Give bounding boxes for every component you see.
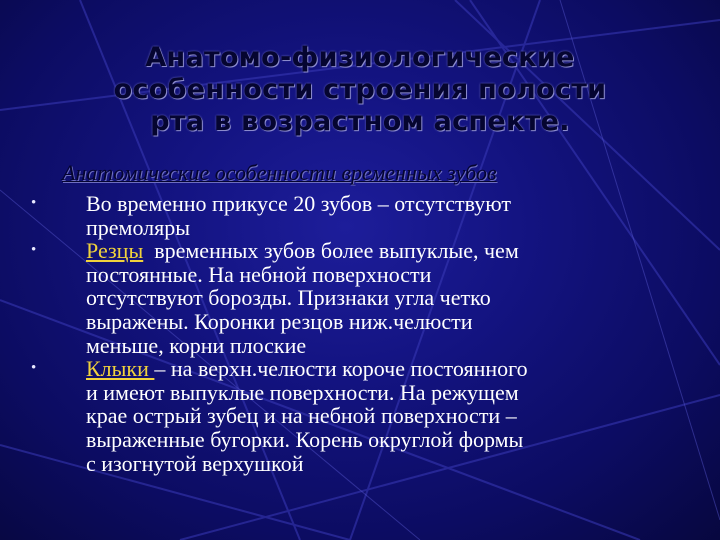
bullet-line: премоляры xyxy=(86,214,191,240)
bullet-text: – на верхн.челюсти короче постоянного xyxy=(154,356,528,382)
title-line: рта в возрастном аспекте. xyxy=(150,106,570,137)
bullet-line: отсутствуют борозды. Признаки угла четко xyxy=(86,285,491,311)
bullet-line: постоянные. На небной поверхности xyxy=(86,261,432,287)
bullet-line xyxy=(86,357,678,381)
bullet-icon: • xyxy=(31,195,37,211)
slide-title xyxy=(40,42,680,138)
bullet-line: и имеют выпуклые поверхности. На режущем xyxy=(86,379,519,405)
bullet-icon: • xyxy=(31,360,37,377)
title-line: особенности строения полости xyxy=(113,74,607,105)
bullet-line: Во временно прикусе 20 зубов – отсутствуют xyxy=(86,191,512,216)
bullet-item xyxy=(28,357,678,475)
bullet-line: крае острый зубец и на небной поверхности – xyxy=(86,403,517,429)
bullet-icon: • xyxy=(31,242,37,259)
bullet-line: выражены. Коронки резцов ниж.челюсти xyxy=(86,308,473,334)
keyword-link[interactable]: Клыки xyxy=(86,356,155,382)
bullet-text: временных зубов более выпуклые, чем xyxy=(143,238,519,264)
section-subtitle: Анатомические особенности временных зубов xyxy=(62,160,497,185)
bullet-list xyxy=(28,192,678,475)
title-line: Анатомо-физиологические xyxy=(145,42,575,73)
bullet-line: выраженные бугорки. Корень округлой формы xyxy=(86,426,524,452)
bullet-item xyxy=(28,192,678,239)
bullet-item xyxy=(28,239,678,357)
bullet-line xyxy=(86,239,678,263)
bullet-line: меньше, корни плоские xyxy=(86,332,307,358)
bullet-line: с изогнутой верхушкой xyxy=(86,450,304,476)
keyword-link[interactable]: Резцы xyxy=(86,238,144,264)
